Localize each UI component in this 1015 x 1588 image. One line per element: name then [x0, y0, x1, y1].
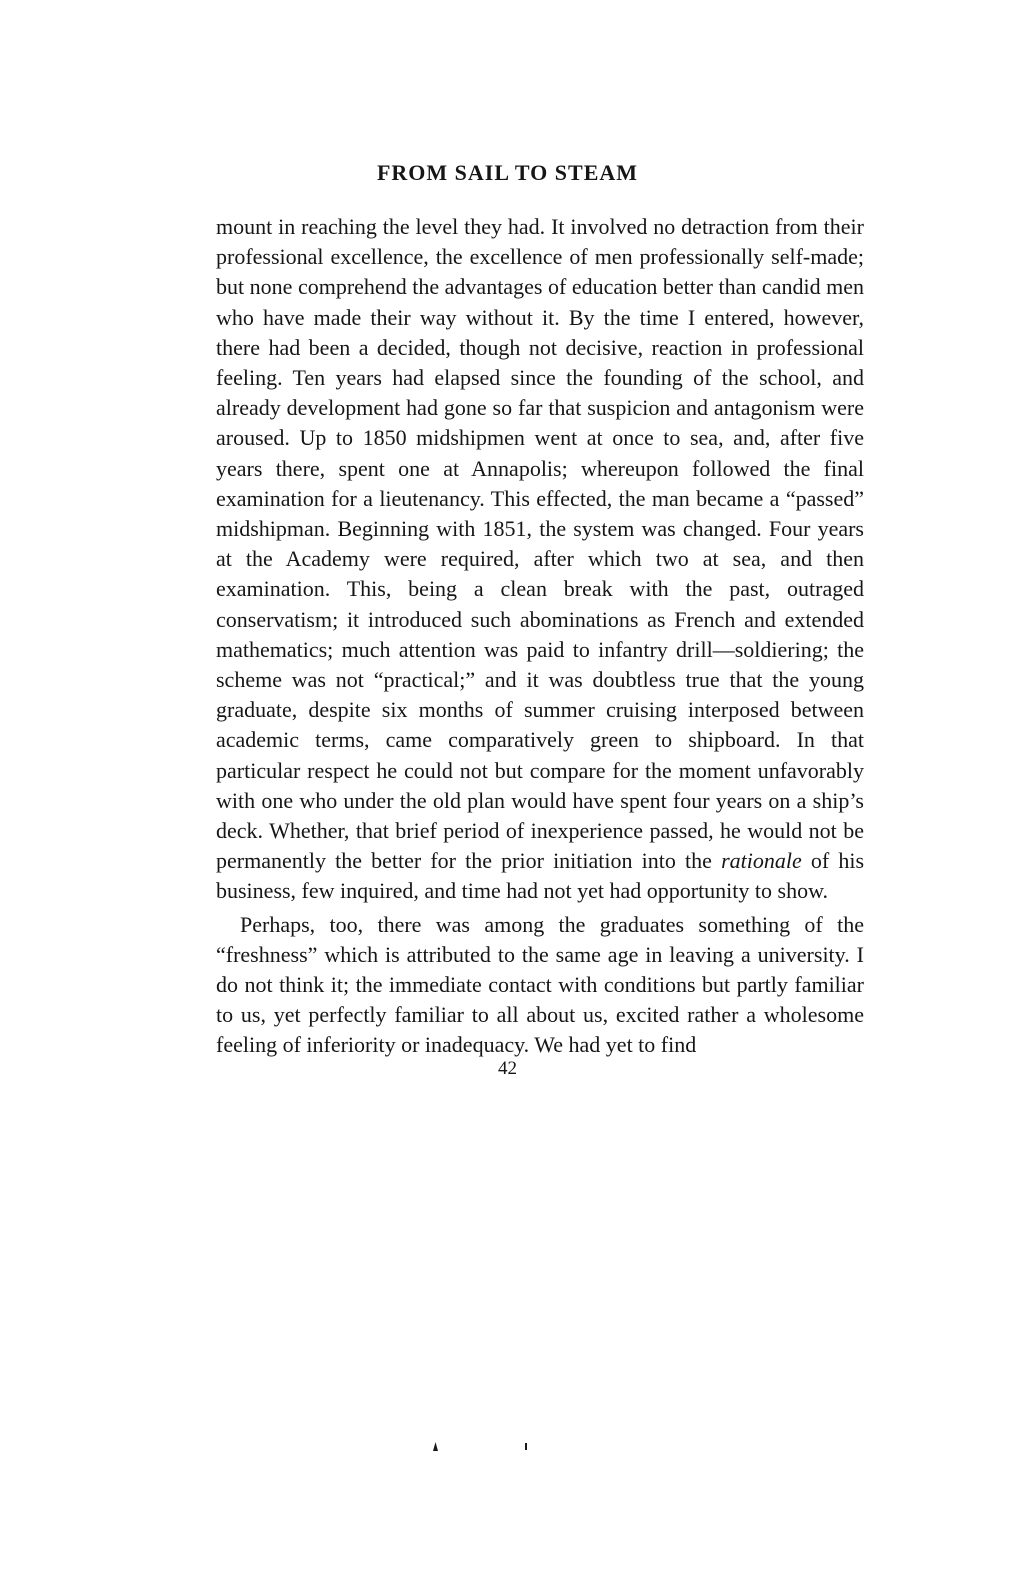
running-head-title: FROM SAIL TO STEAM: [376, 160, 639, 185]
paragraph-1-text-end: of his business, few inquired, and time had not yet had opportunity to show.: [216, 848, 865, 904]
paragraph-1-text: mount in reaching the level they had. It involved no detraction from their professional excellence, the excellence of men professionally self-made; but none comprehend the advantages of education better than candid men who have made their way without it. By the time I entered, however, there had been a decided, though not decisive, reaction in professional feeling. Ten years had elapsed since the founding of the school, and already development had gone so far that suspicion and antagonism were aroused. Up to 1850 midshipmen went at once to sea, and, after five years there, spent one at Annapolis; whereupon followed the final examination for a lieutenancy. This effected, the man became a “passed” midshipman. Beginning with 1851, the system was changed. Four years at the Academy were required, after which two at sea, and then examination. This, being a clean break with the past, outraged conservatism; it introduced such abominations as French and extended mathematics; much attention was paid to infantry drill—soldiering; the scheme was not “practical;” and it was doubtless true that the young graduate, despite six months of summer cruising interposed between academic terms, came comparatively green to shipboard. In that particular respect he could not but compare for the moment unfavorably with one who under the old plan would have spent four years on a ship’s deck. Whether, that brief period of inexperience passed, he would not be permanently the better for the prior initiation into the: [216, 214, 864, 874]
paragraph-1: [216, 212, 864, 907]
body-text: [216, 212, 864, 1061]
paragraph-2: Perhaps, too, there was among the graduates something of the “freshness” which is attributed to the same age in leaving a university. I do not think it; the immediate contact with conditions but partly familiar to us, yet perfectly familiar to all about us, excited rather a wholesome feeling of inferiority or inadequacy. We had yet to find: [216, 911, 864, 1058]
italic-term: rationale: [721, 848, 802, 874]
page-number: 42: [498, 1058, 517, 1079]
scan-speck: [433, 1442, 438, 1451]
scan-speck: [525, 1443, 527, 1450]
